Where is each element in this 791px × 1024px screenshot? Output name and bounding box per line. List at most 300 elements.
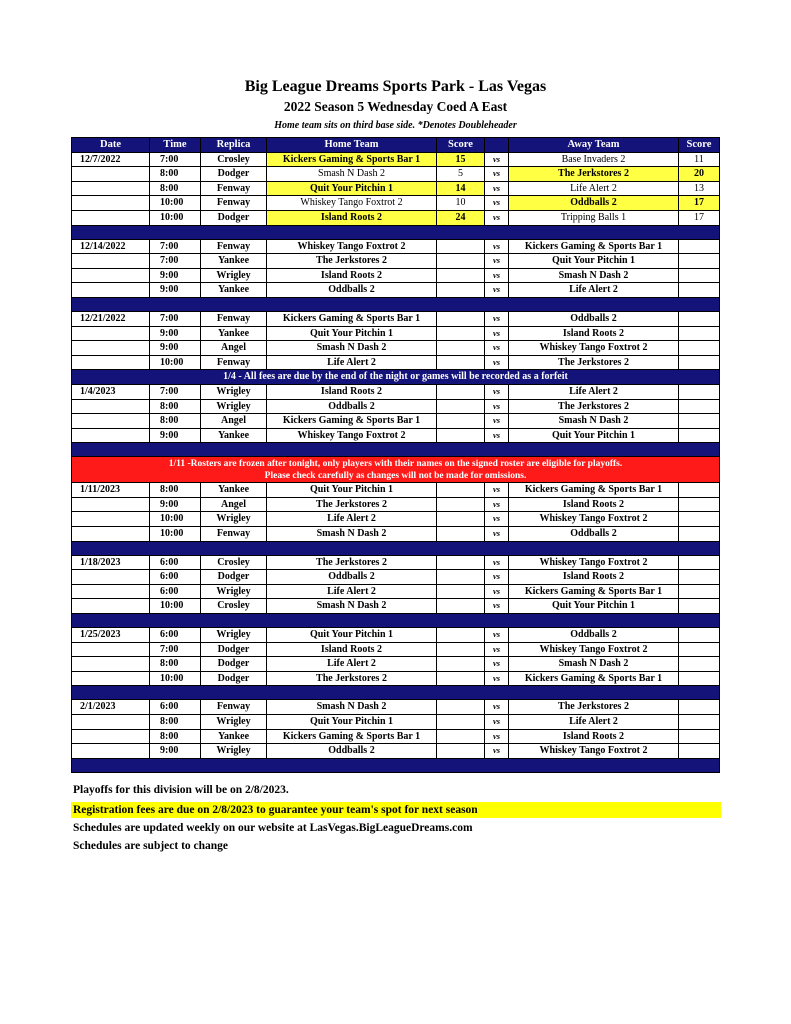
- game-date: [72, 181, 150, 196]
- table-row: [72, 384, 720, 399]
- game-date: [72, 744, 150, 759]
- away-score: [679, 657, 720, 672]
- separator-bar: [72, 614, 720, 628]
- home-score: 14: [437, 181, 485, 196]
- away-team: Life Alert 2: [509, 181, 679, 196]
- separator-bar: [72, 225, 720, 239]
- game-date: 12/7/2022: [72, 152, 150, 167]
- game-date: [72, 268, 150, 283]
- game-replica: Angel: [201, 341, 267, 356]
- away-team: Kickers Gaming & Sports Bar 1: [509, 584, 679, 599]
- game-time: 6:00: [150, 570, 201, 585]
- vs-label: vs: [485, 700, 509, 715]
- game-replica: Dodger: [201, 671, 267, 686]
- home-team: Quit Your Pitchin 1: [267, 628, 437, 643]
- table-row: [72, 326, 720, 341]
- vs-label: vs: [485, 657, 509, 672]
- game-replica: Wrigley: [201, 268, 267, 283]
- roster-alert-row: [72, 457, 720, 483]
- away-team: Whiskey Tango Foxtrot 2: [509, 555, 679, 570]
- fees-notice-row: [72, 370, 720, 385]
- away-score: [679, 642, 720, 657]
- game-date: 12/21/2022: [72, 311, 150, 326]
- home-score: [437, 729, 485, 744]
- table-row: [72, 283, 720, 298]
- away-team: Kickers Gaming & Sports Bar 1: [509, 671, 679, 686]
- game-date: 12/14/2022: [72, 239, 150, 254]
- home-team: Island Roots 2: [267, 384, 437, 399]
- game-time: 10:00: [150, 512, 201, 527]
- vs-label: vs: [485, 428, 509, 443]
- home-team: Quit Your Pitchin 1: [267, 715, 437, 730]
- away-score: [679, 555, 720, 570]
- away-team: Smash N Dash 2: [509, 268, 679, 283]
- game-time: 8:00: [150, 399, 201, 414]
- game-date: 1/4/2023: [72, 384, 150, 399]
- table-row: [72, 671, 720, 686]
- vs-label: vs: [485, 512, 509, 527]
- col-vs-header: [485, 138, 509, 153]
- registration-note: Registration fees are due on 2/8/2023 to guarantee your team's spot for next season: [71, 802, 721, 818]
- away-score: [679, 355, 720, 370]
- away-team: Whiskey Tango Foxtrot 2: [509, 744, 679, 759]
- home-team: Life Alert 2: [267, 512, 437, 527]
- vs-label: vs: [485, 483, 509, 498]
- vs-label: vs: [485, 152, 509, 167]
- game-replica: Fenway: [201, 239, 267, 254]
- home-team: Whiskey Tango Foxtrot 2: [267, 239, 437, 254]
- playoffs-note: Playoffs for this division will be on 2/8/2023.: [73, 784, 289, 796]
- game-replica: Fenway: [201, 700, 267, 715]
- vs-label: vs: [485, 355, 509, 370]
- roster-alert: [72, 457, 720, 483]
- home-team: Island Roots 2: [267, 268, 437, 283]
- vs-label: vs: [485, 341, 509, 356]
- game-date: 2/1/2023: [72, 700, 150, 715]
- home-team: Whiskey Tango Foxtrot 2: [267, 428, 437, 443]
- col-home-score-header: Score: [437, 138, 485, 153]
- separator-bar: [72, 297, 720, 311]
- table-row: [72, 744, 720, 759]
- page-title: Big League Dreams Sports Park - Las Vegas: [244, 78, 547, 95]
- game-date: [72, 671, 150, 686]
- away-team: Island Roots 2: [509, 729, 679, 744]
- away-team: Whiskey Tango Foxtrot 2: [509, 512, 679, 527]
- away-score: [679, 599, 720, 614]
- vs-label: vs: [485, 729, 509, 744]
- game-date: 1/18/2023: [72, 555, 150, 570]
- game-date: [72, 399, 150, 414]
- vs-label: vs: [485, 497, 509, 512]
- game-replica: Yankee: [201, 483, 267, 498]
- away-team: Tripping Balls 1: [509, 210, 679, 225]
- game-replica: Dodger: [201, 167, 267, 182]
- separator-bar: [72, 443, 720, 457]
- separator-bar: [72, 758, 720, 772]
- home-team: Quit Your Pitchin 1: [267, 483, 437, 498]
- table-row: [72, 599, 720, 614]
- game-date: 1/25/2023: [72, 628, 150, 643]
- table-row: [72, 167, 720, 182]
- game-date: [72, 584, 150, 599]
- week-separator: [72, 758, 720, 772]
- week-separator: [72, 225, 720, 239]
- game-date: [72, 599, 150, 614]
- vs-label: vs: [485, 570, 509, 585]
- game-date: [72, 497, 150, 512]
- home-team: Island Roots 2: [267, 210, 437, 225]
- game-date: [72, 657, 150, 672]
- home-team: Kickers Gaming & Sports Bar 1: [267, 152, 437, 167]
- game-date: [72, 167, 150, 182]
- home-score: [437, 399, 485, 414]
- vs-label: vs: [485, 599, 509, 614]
- home-team: Oddballs 2: [267, 283, 437, 298]
- table-row: [72, 399, 720, 414]
- away-score: [679, 584, 720, 599]
- game-replica: Wrigley: [201, 584, 267, 599]
- away-score: [679, 483, 720, 498]
- col-replica-header: Replica: [201, 138, 267, 153]
- game-date: [72, 283, 150, 298]
- vs-label: vs: [485, 414, 509, 429]
- col-home-team-header: Home Team: [267, 138, 437, 153]
- game-date: [72, 210, 150, 225]
- schedule-body: [72, 152, 720, 772]
- game-replica: Dodger: [201, 570, 267, 585]
- game-replica: Angel: [201, 497, 267, 512]
- table-row: [72, 715, 720, 730]
- away-score: [679, 527, 720, 542]
- table-row: [72, 414, 720, 429]
- home-score: [437, 355, 485, 370]
- away-score: [679, 311, 720, 326]
- game-time: 7:00: [150, 152, 201, 167]
- col-away-score-header: Score: [679, 138, 720, 153]
- away-team: Kickers Gaming & Sports Bar 1: [509, 239, 679, 254]
- table-row: [72, 341, 720, 356]
- game-replica: Yankee: [201, 326, 267, 341]
- away-score: [679, 512, 720, 527]
- game-time: 10:00: [150, 196, 201, 211]
- away-score: [679, 715, 720, 730]
- game-date: [72, 527, 150, 542]
- week-separator: [72, 297, 720, 311]
- home-team: Life Alert 2: [267, 355, 437, 370]
- game-replica: Wrigley: [201, 512, 267, 527]
- home-team: Life Alert 2: [267, 584, 437, 599]
- vs-label: vs: [485, 210, 509, 225]
- away-score: 20: [679, 167, 720, 182]
- home-score: [437, 497, 485, 512]
- vs-label: vs: [485, 196, 509, 211]
- game-time: 8:00: [150, 483, 201, 498]
- away-score: 17: [679, 196, 720, 211]
- vs-label: vs: [485, 671, 509, 686]
- home-team: The Jerkstores 2: [267, 555, 437, 570]
- table-row: [72, 181, 720, 196]
- game-time: 8:00: [150, 729, 201, 744]
- game-replica: Crosley: [201, 152, 267, 167]
- week-separator: [72, 541, 720, 555]
- home-score: [437, 671, 485, 686]
- game-time: 10:00: [150, 210, 201, 225]
- table-row: [72, 268, 720, 283]
- away-team: The Jerkstores 2: [509, 700, 679, 715]
- page-subtitle: 2022 Season 5 Wednesday Coed A East: [283, 99, 508, 114]
- home-team: Life Alert 2: [267, 657, 437, 672]
- table-header-row: [72, 138, 720, 153]
- vs-label: vs: [485, 399, 509, 414]
- home-team: The Jerkstores 2: [267, 254, 437, 269]
- week-separator: [72, 614, 720, 628]
- away-team: The Jerkstores 2: [509, 355, 679, 370]
- vs-label: vs: [485, 384, 509, 399]
- home-score: [437, 483, 485, 498]
- away-team: Kickers Gaming & Sports Bar 1: [509, 483, 679, 498]
- away-team: Quit Your Pitchin 1: [509, 599, 679, 614]
- table-row: [72, 729, 720, 744]
- vs-label: vs: [485, 555, 509, 570]
- home-score: [437, 657, 485, 672]
- away-score: [679, 497, 720, 512]
- away-team: Life Alert 2: [509, 283, 679, 298]
- game-time: 6:00: [150, 584, 201, 599]
- game-date: [72, 428, 150, 443]
- table-row: [72, 657, 720, 672]
- away-score: [679, 399, 720, 414]
- game-replica: Yankee: [201, 428, 267, 443]
- game-time: 10:00: [150, 671, 201, 686]
- home-score: [437, 428, 485, 443]
- game-time: 9:00: [150, 283, 201, 298]
- away-team: Quit Your Pitchin 1: [509, 254, 679, 269]
- table-row: [72, 254, 720, 269]
- away-score: [679, 239, 720, 254]
- game-replica: Crosley: [201, 599, 267, 614]
- away-score: [679, 700, 720, 715]
- game-time: 7:00: [150, 239, 201, 254]
- col-away-team-header: Away Team: [509, 138, 679, 153]
- away-score: [679, 628, 720, 643]
- home-team: Whiskey Tango Foxtrot 2: [267, 196, 437, 211]
- away-score: 11: [679, 152, 720, 167]
- vs-label: vs: [485, 254, 509, 269]
- game-time: 9:00: [150, 326, 201, 341]
- week-separator: [72, 686, 720, 700]
- away-score: [679, 341, 720, 356]
- game-time: 7:00: [150, 642, 201, 657]
- game-time: 9:00: [150, 268, 201, 283]
- home-score: [437, 283, 485, 298]
- home-score: 5: [437, 167, 485, 182]
- home-score: [437, 341, 485, 356]
- table-row: [72, 428, 720, 443]
- home-team: Smash N Dash 2: [267, 341, 437, 356]
- table-row: [72, 584, 720, 599]
- home-team: Quit Your Pitchin 1: [267, 181, 437, 196]
- table-row: [72, 512, 720, 527]
- home-score: [437, 642, 485, 657]
- game-replica: Yankee: [201, 283, 267, 298]
- game-time: 7:00: [150, 311, 201, 326]
- game-time: 6:00: [150, 700, 201, 715]
- separator-bar: [72, 686, 720, 700]
- home-score: [437, 512, 485, 527]
- away-team: Oddballs 2: [509, 628, 679, 643]
- home-score: [437, 744, 485, 759]
- table-row: [72, 483, 720, 498]
- game-time: 7:00: [150, 384, 201, 399]
- away-team: Life Alert 2: [509, 715, 679, 730]
- home-score: [437, 326, 485, 341]
- game-replica: Yankee: [201, 729, 267, 744]
- home-score: [437, 715, 485, 730]
- game-replica: Yankee: [201, 254, 267, 269]
- away-team: Whiskey Tango Foxtrot 2: [509, 341, 679, 356]
- vs-label: vs: [485, 181, 509, 196]
- away-team: The Jerkstores 2: [509, 167, 679, 182]
- table-row: [72, 570, 720, 585]
- away-score: 13: [679, 181, 720, 196]
- game-date: [72, 414, 150, 429]
- home-team: Smash N Dash 2: [267, 527, 437, 542]
- game-replica: Dodger: [201, 657, 267, 672]
- game-time: 8:00: [150, 414, 201, 429]
- away-team: Base Invaders 2: [509, 152, 679, 167]
- table-row: [72, 311, 720, 326]
- home-team-note: Home team sits on third base side. *Denotes Doubleheader: [274, 120, 517, 131]
- game-time: 9:00: [150, 428, 201, 443]
- game-replica: Fenway: [201, 196, 267, 211]
- home-score: 10: [437, 196, 485, 211]
- away-team: Oddballs 2: [509, 527, 679, 542]
- home-team: Kickers Gaming & Sports Bar 1: [267, 729, 437, 744]
- game-replica: Fenway: [201, 527, 267, 542]
- home-score: [437, 384, 485, 399]
- game-date: [72, 642, 150, 657]
- home-team: Oddballs 2: [267, 744, 437, 759]
- vs-label: vs: [485, 527, 509, 542]
- vs-label: vs: [485, 584, 509, 599]
- vs-label: vs: [485, 268, 509, 283]
- home-team: The Jerkstores 2: [267, 497, 437, 512]
- home-score: [437, 570, 485, 585]
- home-score: [437, 599, 485, 614]
- col-date-header: Date: [72, 138, 150, 153]
- game-replica: Dodger: [201, 210, 267, 225]
- home-score: [437, 700, 485, 715]
- game-time: 9:00: [150, 497, 201, 512]
- home-score: [437, 628, 485, 643]
- game-date: 1/11/2023: [72, 483, 150, 498]
- away-team: Island Roots 2: [509, 497, 679, 512]
- away-team: Oddballs 2: [509, 311, 679, 326]
- home-score: [437, 239, 485, 254]
- game-time: 10:00: [150, 527, 201, 542]
- game-date: [72, 715, 150, 730]
- home-team: The Jerkstores 2: [267, 671, 437, 686]
- game-replica: Wrigley: [201, 744, 267, 759]
- roster-alert-line-2: Please check carefully as changes will not be made for omissions.: [264, 470, 527, 481]
- game-replica: Wrigley: [201, 399, 267, 414]
- away-team: Whiskey Tango Foxtrot 2: [509, 642, 679, 657]
- home-team: Smash N Dash 2: [267, 167, 437, 182]
- game-replica: Dodger: [201, 642, 267, 657]
- game-replica: Wrigley: [201, 628, 267, 643]
- game-time: 10:00: [150, 355, 201, 370]
- game-time: 8:00: [150, 167, 201, 182]
- game-date: [72, 341, 150, 356]
- vs-label: vs: [485, 744, 509, 759]
- game-date: [72, 729, 150, 744]
- table-row: [72, 239, 720, 254]
- away-score: 17: [679, 210, 720, 225]
- away-score: [679, 283, 720, 298]
- separator-bar: [72, 541, 720, 555]
- table-row: [72, 196, 720, 211]
- game-date: [72, 355, 150, 370]
- vs-label: vs: [485, 283, 509, 298]
- game-replica: Fenway: [201, 311, 267, 326]
- schedule-change-note: Schedules are subject to change: [73, 840, 229, 852]
- roster-alert-line-1: 1/11 -Rosters are frozen after tonight, only players with their names on the signed roster are eligible for playoffs.: [168, 458, 623, 469]
- vs-label: vs: [485, 311, 509, 326]
- home-team: Oddballs 2: [267, 399, 437, 414]
- table-row: [72, 152, 720, 167]
- game-replica: Fenway: [201, 355, 267, 370]
- home-score: [437, 414, 485, 429]
- table-row: [72, 642, 720, 657]
- away-score: [679, 326, 720, 341]
- game-time: 7:00: [150, 254, 201, 269]
- vs-label: vs: [485, 642, 509, 657]
- vs-label: vs: [485, 167, 509, 182]
- home-team: Smash N Dash 2: [267, 599, 437, 614]
- home-score: [437, 527, 485, 542]
- away-score: [679, 729, 720, 744]
- table-row: [72, 527, 720, 542]
- away-score: [679, 268, 720, 283]
- home-score: [437, 555, 485, 570]
- table-row: [72, 497, 720, 512]
- away-score: [679, 428, 720, 443]
- away-team: Smash N Dash 2: [509, 414, 679, 429]
- table-row: [72, 555, 720, 570]
- table-row: [72, 700, 720, 715]
- away-team: Quit Your Pitchin 1: [509, 428, 679, 443]
- website-note: Schedules are updated weekly on our website at LasVegas.BigLeagueDreams.com: [73, 822, 473, 834]
- game-date: [72, 326, 150, 341]
- vs-label: vs: [485, 628, 509, 643]
- col-time-header: Time: [150, 138, 201, 153]
- table-row: [72, 355, 720, 370]
- away-score: [679, 570, 720, 585]
- game-time: 6:00: [150, 628, 201, 643]
- game-date: [72, 512, 150, 527]
- home-team: Kickers Gaming & Sports Bar 1: [267, 311, 437, 326]
- away-team: Island Roots 2: [509, 326, 679, 341]
- away-score: [679, 414, 720, 429]
- home-team: Oddballs 2: [267, 570, 437, 585]
- week-separator: [72, 443, 720, 457]
- game-replica: Angel: [201, 414, 267, 429]
- vs-label: vs: [485, 239, 509, 254]
- away-team: Oddballs 2: [509, 196, 679, 211]
- away-team: Life Alert 2: [509, 384, 679, 399]
- game-time: 8:00: [150, 657, 201, 672]
- home-team: Kickers Gaming & Sports Bar 1: [267, 414, 437, 429]
